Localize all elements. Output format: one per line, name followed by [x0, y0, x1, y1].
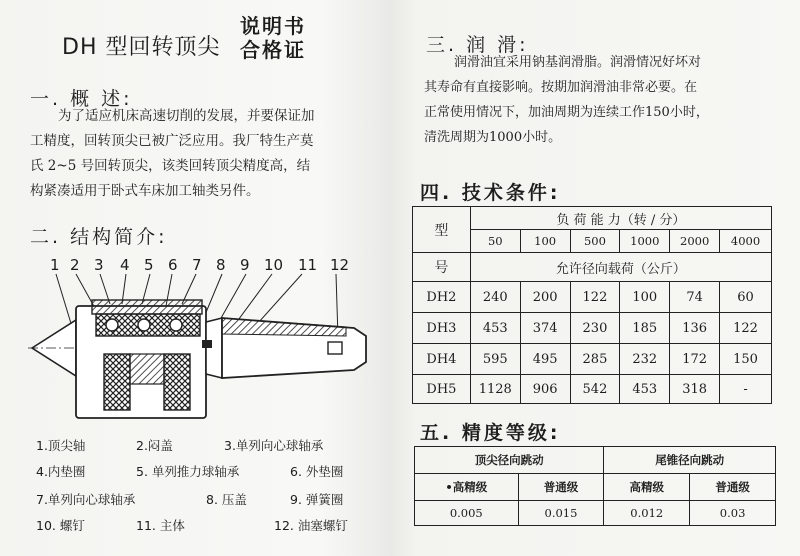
part-number: 8 [216, 256, 226, 274]
tech-table [412, 206, 772, 404]
precision-value: 0.015 [518, 501, 604, 526]
table-cell: 285 [570, 344, 620, 375]
lubrication-line: 润滑油宜采用钠基润滑脂。润滑情况好坏对 [454, 55, 702, 70]
grade-cell: 高精级 [604, 474, 690, 501]
part-number: 5 [144, 256, 154, 274]
part-item: 3.单列向心球轴承 [224, 438, 324, 453]
lubrication-heading: 三. 润 滑: [426, 34, 529, 56]
part-number: 1 [50, 256, 60, 274]
part-item: 6. 外垫圈 [290, 464, 344, 479]
structure-heading: 二. 结构简介: [30, 226, 168, 248]
speed-cell: 1000 [620, 230, 670, 253]
part-item: 11. 主体 [136, 518, 185, 533]
speed-cell: 4000 [720, 230, 772, 253]
part-item: 9. 弹簧圈 [290, 492, 344, 507]
table-cell: 136 [670, 313, 720, 344]
title-manual: 说明书 [240, 14, 306, 38]
part-item: 8. 压盖 [206, 492, 247, 507]
lubrication-line: 其寿命有直接影响。按期加润滑油非常必要。在 [424, 80, 698, 95]
table-cell: - [720, 375, 772, 404]
taper-runout-header: 尾锥径向跳动 [604, 447, 776, 474]
table-cell: 1128 [470, 375, 520, 404]
overview-line: 构紧凑适用于卧式车床加工轴类另件。 [30, 183, 260, 199]
load-capacity-header: 负 荷 能 力（转 / 分） [470, 207, 771, 230]
overview-heading: 一. 概 述: [30, 88, 133, 110]
table-cell: 495 [520, 344, 570, 375]
part-item: 10. 螺钉 [36, 518, 85, 533]
grade-cell: 普通级 [518, 474, 604, 501]
lubrication-line: 清洗周期为1000小时。 [424, 130, 562, 145]
table-cell: 240 [470, 282, 520, 313]
model-cell: DH2 [413, 282, 471, 313]
speed-cell: 50 [470, 230, 520, 253]
type-label-bottom: 号 [413, 253, 471, 282]
precision-table [414, 446, 776, 526]
part-item: 12. 油塞螺钉 [274, 518, 348, 533]
table-cell: 150 [720, 344, 772, 375]
part-item: 4.内垫圈 [36, 464, 86, 479]
part-number: 12 [330, 256, 350, 274]
part-number: 7 [192, 256, 202, 274]
lubrication-line: 正常使用情况下，加油周期为连续工作150小时， [424, 105, 709, 120]
speed-cell: 500 [570, 230, 620, 253]
live-center-drawing [26, 270, 376, 420]
table-cell: 318 [670, 375, 720, 404]
precision-value: 0.03 [690, 501, 776, 526]
table-cell: 122 [570, 282, 620, 313]
grade-cell: •高精级 [415, 474, 519, 501]
table-cell: 542 [570, 375, 620, 404]
part-number: 10 [264, 256, 284, 274]
overview-body [30, 104, 315, 204]
model-cell: DH4 [413, 344, 471, 375]
table-cell: 74 [670, 282, 720, 313]
part-number: 3 [94, 256, 104, 274]
document-title: DH 型回转顶尖 [62, 35, 221, 60]
table-cell: 230 [570, 313, 620, 344]
part-number: 9 [240, 256, 250, 274]
table-cell: 200 [520, 282, 570, 313]
table-cell: 60 [720, 282, 772, 313]
radial-load-header: 允许径向载荷（公斤） [470, 253, 771, 282]
table-cell: 100 [620, 282, 670, 313]
table-cell: 232 [620, 344, 670, 375]
tech-heading: 四. 技术条件: [420, 182, 561, 204]
table-cell: 906 [520, 375, 570, 404]
table-cell: 185 [620, 313, 670, 344]
table-cell: 122 [720, 313, 772, 344]
part-item: 2.闷盖 [136, 438, 173, 453]
part-item: 1.顶尖轴 [36, 438, 86, 453]
lubrication-body [424, 50, 709, 150]
part-item: 7.单列向心球轴承 [36, 492, 136, 507]
table-cell: 453 [470, 313, 520, 344]
table-cell: 595 [470, 344, 520, 375]
speed-cell: 100 [520, 230, 570, 253]
model-cell: DH3 [413, 313, 471, 344]
title-certificate: 合格证 [240, 38, 306, 62]
document-subtitle [240, 14, 306, 62]
overview-line: 氏 2~5 号回转顶尖，该类回转顶尖精度高，结 [30, 158, 311, 174]
part-item: 5. 单列推力球轴承 [136, 464, 240, 479]
table-cell: 453 [620, 375, 670, 404]
model-cell: DH5 [413, 375, 471, 404]
precision-value: 0.005 [415, 501, 519, 526]
grade-cell: 普通级 [690, 474, 776, 501]
part-number: 11 [298, 256, 318, 274]
precision-heading: 五. 精度等级: [420, 422, 561, 444]
part-number: 2 [70, 256, 80, 274]
precision-value: 0.012 [604, 501, 690, 526]
part-number: 4 [120, 256, 130, 274]
speed-cell: 2000 [670, 230, 720, 253]
table-cell: 374 [520, 313, 570, 344]
table-cell: 172 [670, 344, 720, 375]
spindle-runout-header: 顶尖径向跳动 [415, 447, 604, 474]
overview-line: 为了适应机床高速切削的发展，并要保证加 [58, 108, 315, 124]
part-number: 6 [168, 256, 178, 274]
type-label-top: 型 [413, 207, 471, 253]
overview-line: 工精度，回转顶尖已被广泛应用。我厂特生产莫 [30, 133, 314, 149]
